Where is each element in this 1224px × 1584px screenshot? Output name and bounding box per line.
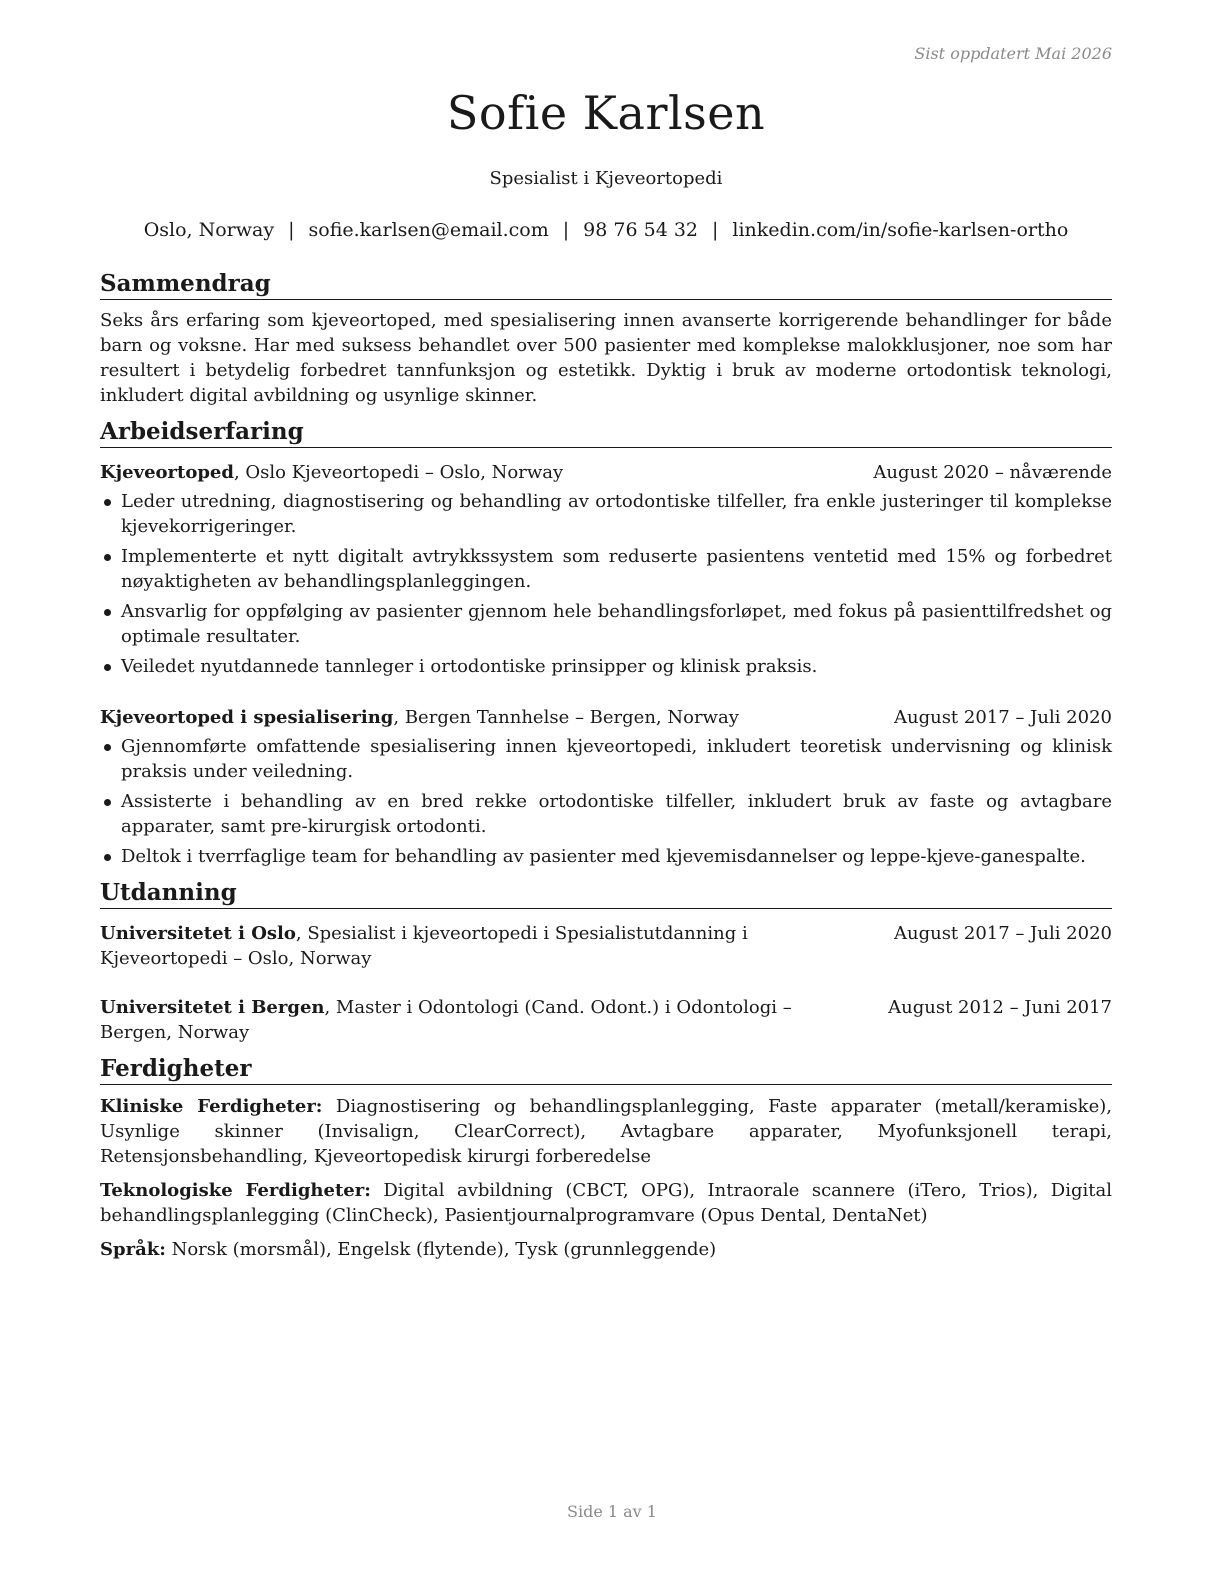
candidate-name: Sofie Karlsen	[446, 86, 766, 140]
page-number: Side 1 av 1	[567, 1502, 657, 1521]
experience-section	[100, 418, 1112, 869]
job-header	[100, 705, 1112, 730]
section-heading-education: Utdanning	[100, 879, 1112, 909]
candidate-title: Spesialist i Kjeveortopedi	[489, 168, 723, 189]
section-heading-skills: Ferdigheter	[100, 1055, 1112, 1085]
summary-text: Seks års erfaring som kjeveortoped, med spesialisering innen avanserte korrigerende behandlinger for både barn og voksne. Har med suksess behandlet over 500 pasienter med komplekse malokklusjoner, noe som har resultert i betydelig forbedret tannfunksjon og estetikk. Dyktig i bruk av moderne ortodontisk teknologi, inkludert digital avbildning og usynlige skinner.	[100, 310, 1112, 406]
section-heading-summary: Sammendrag	[100, 270, 1112, 300]
list-item	[100, 654, 1112, 679]
bullet-dot-icon	[104, 799, 111, 806]
list-item	[100, 734, 1112, 784]
skill-text: Diagnostisering og behandlingsplanlegging, Faste apparater (metall/keramiske), Usynlige skinner (Invisalign, ClearCorrect), Avtagbare apparater, Myofunksjonell terapi, Retensjonsbehandling, Kjeveortopedisk kirurgi forberedelse	[100, 1096, 1112, 1167]
bullet-dot-icon	[104, 499, 111, 506]
skills-section	[100, 1055, 1112, 1262]
job-title: Kjeveortoped i spesialisering	[100, 707, 394, 728]
education-detail: , Master i Odontologi (Cand. Odont.) i Odontologi – Bergen, Norway	[100, 997, 792, 1043]
bullet-text: Leder utredning, diagnostisering og behandling av ortodontiske tilfeller, fra enkle justeringer til komplekse kjevekorrigeringer.	[121, 491, 1112, 537]
education-section	[100, 879, 1112, 1045]
contact-phone: 98 76 54 32	[583, 219, 698, 241]
job-employer: , Oslo Kjeveortopedi – Oslo, Norway	[233, 462, 564, 483]
job-dates: August 2017 – Juli 2020	[893, 707, 1112, 728]
education-dates: August 2017 – Juli 2020	[893, 923, 1112, 944]
education-school: Universitetet i Bergen	[100, 997, 325, 1018]
bullet-text: Veiledet nyutdannede tannleger i ortodontiske prinsipper og klinisk praksis.	[121, 656, 818, 677]
bullet-dot-icon	[104, 854, 111, 861]
job-title: Kjeveortoped	[100, 462, 234, 483]
job-bullets	[100, 734, 1112, 869]
resume-body	[100, 270, 1112, 1272]
skill-group	[100, 1178, 1112, 1228]
last-updated: Sist oppdatert Mai 2026	[914, 44, 1112, 63]
summary-section	[100, 270, 1112, 408]
education-entry	[100, 995, 1112, 1045]
education-entry	[100, 921, 1112, 971]
job-bullets	[100, 489, 1112, 679]
bullet-text: Ansvarlig for oppfølging av pasienter gjennom hele behandlingsforløpet, med fokus på pasienttilfredshet og optimale resultater.	[121, 601, 1112, 647]
skill-group	[100, 1094, 1112, 1169]
contact-linkedin[interactable]: linkedin.com/in/sofie-karlsen-ortho	[732, 219, 1069, 241]
education-dates: August 2012 – Juni 2017	[888, 997, 1112, 1018]
skill-text: Digital avbildning (CBCT, OPG), Intraorale scannere (iTero, Trios), Digital behandlingsplanlegging (ClinCheck), Pasientjournalprogramvare (Opus Dental, DentaNet)	[100, 1180, 1112, 1226]
list-item	[100, 844, 1112, 869]
skill-label: Språk:	[100, 1239, 166, 1260]
job-entry	[100, 460, 1112, 679]
contact-location: Oslo, Norway	[143, 219, 275, 241]
job-employer: , Bergen Tannhelse – Bergen, Norway	[393, 707, 739, 728]
skill-label: Kliniske Ferdigheter:	[100, 1096, 323, 1117]
job-entry	[100, 705, 1112, 869]
skill-group	[100, 1237, 1112, 1262]
bullet-dot-icon	[104, 744, 111, 751]
bullet-text: Implementerte et nytt digitalt avtrykkssystem som reduserte pasientens ventetid med 15% og forbedret nøyaktigheten av behandlingsplanleggingen.	[121, 546, 1112, 592]
bullet-text: Assisterte i behandling av en bred rekke ortodontiske tilfeller, inkludert bruk av faste og avtagbare apparater, samt pre-kirurgisk ortodonti.	[121, 791, 1112, 837]
education-school: Universitetet i Oslo	[100, 923, 296, 944]
contact-separator: |	[562, 219, 570, 241]
list-item	[100, 599, 1112, 649]
list-item	[100, 489, 1112, 539]
contact-line	[100, 219, 1112, 241]
section-heading-experience: Arbeidserfaring	[100, 418, 1112, 448]
contact-separator: |	[712, 219, 719, 241]
skill-text: Norsk (morsmål), Engelsk (flytende), Tysk (grunnleggende)	[165, 1239, 717, 1260]
bullet-dot-icon	[104, 664, 111, 671]
list-item	[100, 789, 1112, 839]
bullet-dot-icon	[104, 609, 111, 616]
job-header	[100, 460, 1112, 485]
contact-separator: |	[288, 219, 295, 241]
job-dates: August 2020 – nåværende	[873, 462, 1112, 483]
contact-email[interactable]: sofie.karlsen@email.com	[308, 219, 549, 241]
education-detail: , Spesialist i kjeveortopedi i Spesialistutdanning i Kjeveortopedi – Oslo, Norway	[100, 923, 748, 969]
list-item	[100, 544, 1112, 594]
bullet-text: Deltok i tverrfaglige team for behandling av pasienter med kjevemisdannelser og leppe-kjeve-ganespalte.	[121, 846, 1086, 867]
skill-label: Teknologiske Ferdigheter:	[100, 1180, 371, 1201]
bullet-dot-icon	[104, 554, 111, 561]
bullet-text: Gjennomførte omfattende spesialisering innen kjeveortopedi, inkludert teoretisk undervisning og klinisk praksis under veiledning.	[121, 736, 1112, 782]
